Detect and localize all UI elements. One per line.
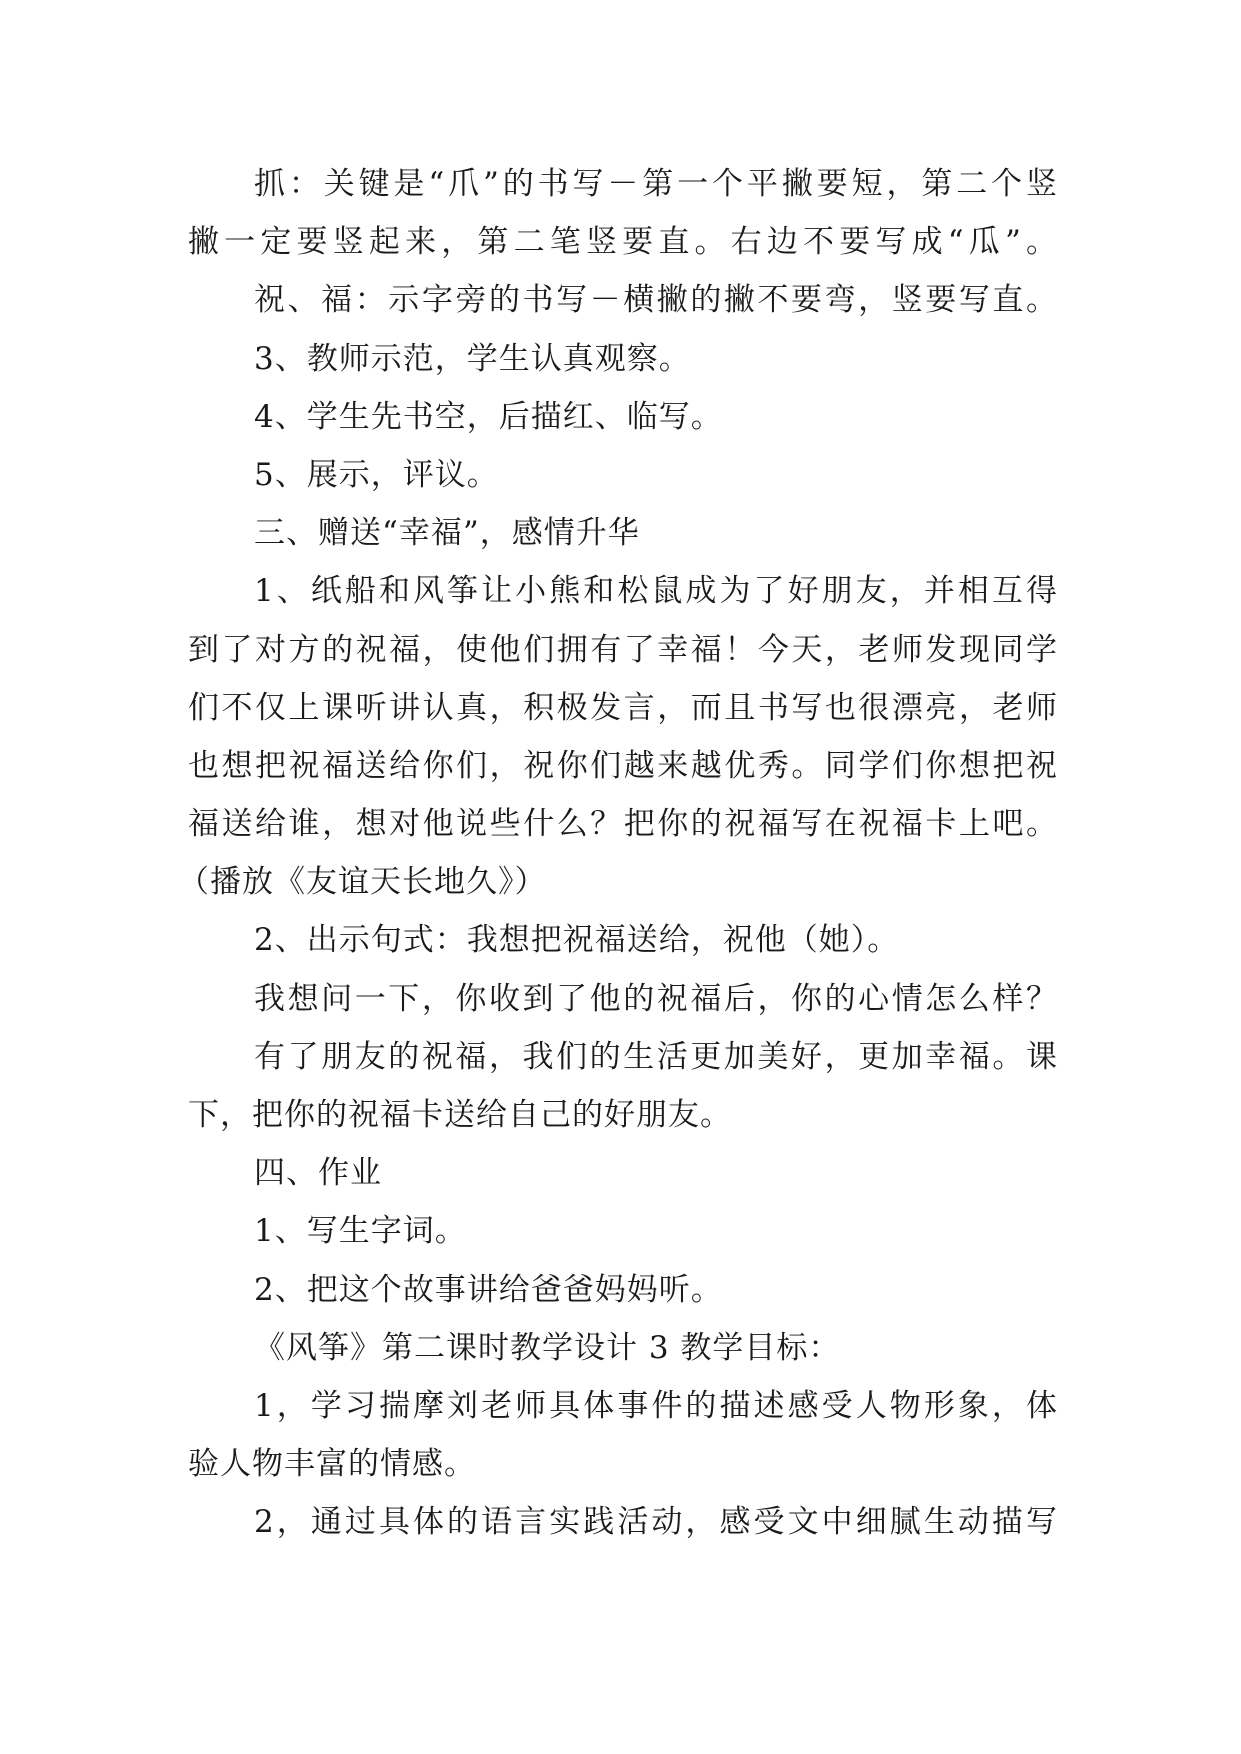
paragraph-line: 有了朋友的祝福，我们的生活更加美好，更加幸福。课 — [254, 1038, 1058, 1075]
paragraph-line: 也想把祝福送给你们，祝你们越来越优秀。同学们你想把祝 — [188, 747, 1058, 784]
paragraph-line: 祝、福：示字旁的书写－横撇的撇不要弯，竖要写直。 — [254, 282, 1058, 319]
paragraph-line: 我想问一下，你收到了他的祝福后，你的心情怎么样？ — [254, 980, 1058, 1017]
paragraph-line: 福送给谁，想对他说些什么？把你的祝福写在祝福卡上吧。 — [188, 806, 1058, 843]
paragraph-line: 到了对方的祝福，使他们拥有了幸福！今天，老师发现同学 — [188, 631, 1058, 668]
paragraph-line: 2，通过具体的语言实践活动，感受文中细腻生动描写 — [254, 1504, 1058, 1541]
paragraph-line: 2、把这个故事讲给爸爸妈妈听。 — [254, 1271, 723, 1308]
section-heading: 四、作业 — [254, 1155, 382, 1192]
paragraph-line: 验人物丰富的情感。 — [188, 1446, 476, 1483]
paragraph-line: 4、学生先书空，后描红、临写。 — [254, 398, 723, 435]
paragraph-line: 1、纸船和风筝让小熊和松鼠成为了好朋友，并相互得 — [254, 573, 1058, 610]
paragraph-line: 们不仅上课听讲认真，积极发言，而且书写也很漂亮，老师 — [188, 689, 1058, 726]
paragraph-line: 5、展示，评议。 — [254, 456, 499, 493]
paragraph-line: 抓：关键是“爪”的书写－第一个平撇要短，第二个竖 — [254, 166, 1058, 202]
paragraph-line: 《风筝》第二课时教学设计 3 教学目标： — [254, 1329, 841, 1366]
paragraph-line: 1，学习揣摩刘老师具体事件的描述感受人物形象，体 — [254, 1387, 1058, 1424]
document-page — [178, 155, 1058, 1552]
paragraph-line: 2、出示句式：我想把祝福送给，祝他（她）。 — [254, 922, 900, 959]
paragraph-line: 1、写生字词。 — [254, 1213, 467, 1250]
section-heading: 三、赠送“幸福”，感情升华 — [254, 515, 640, 552]
paragraph-line: 撇一定要竖起来，第二笔竖要直。右边不要写成“瓜”。 — [188, 224, 1058, 261]
paragraph-line: 3、教师示范，学生认真观察。 — [254, 340, 691, 377]
paragraph-line: 下，把你的祝福卡送给自己的好朋友。 — [188, 1097, 732, 1133]
paragraph-line: （播放《友谊天长地久》） — [178, 864, 547, 901]
